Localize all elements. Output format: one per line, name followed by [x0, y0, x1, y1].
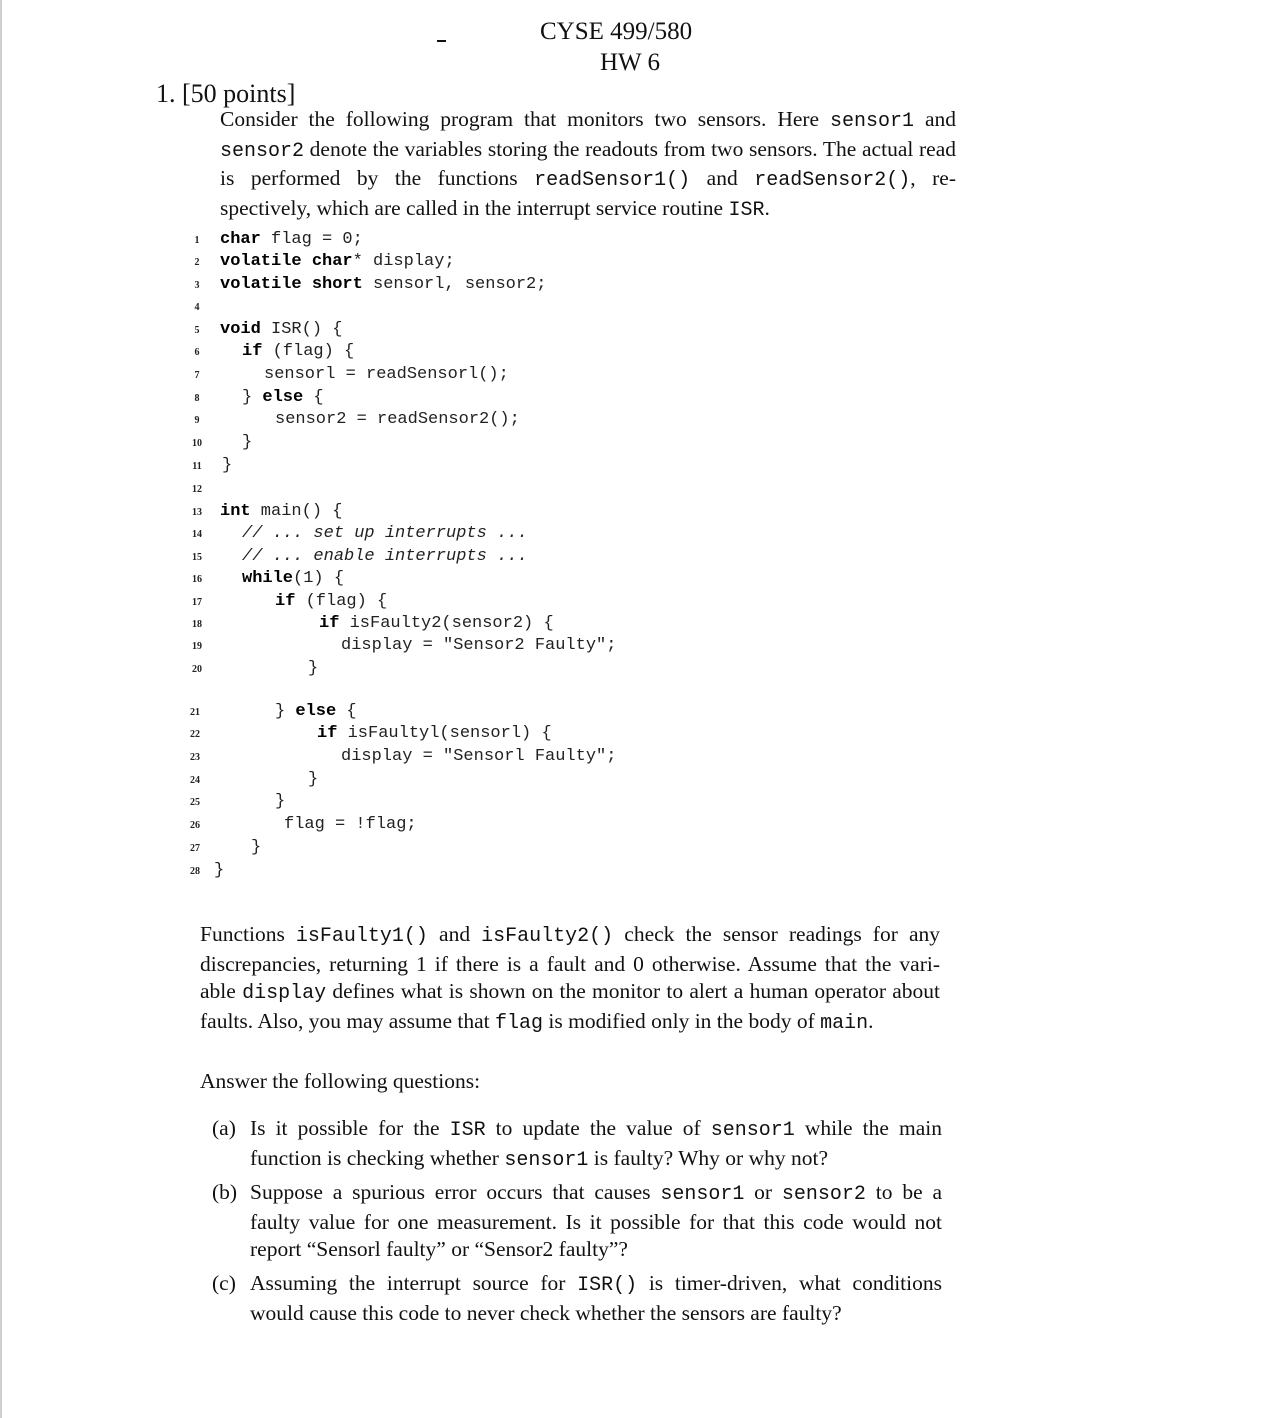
line-number: 5 [194, 325, 200, 336]
code-text: (1) { [293, 569, 345, 588]
code-line [275, 410, 520, 429]
code-term: ISR() [577, 1274, 638, 1297]
assignment-title: HW 6 [600, 49, 660, 76]
code-comment: // ... set up interrupts ... [242, 524, 528, 543]
subquestion-text [250, 1115, 942, 1174]
code-line [308, 770, 318, 789]
text-run: denote the variables storing the readouts from two sensors. The actual read is performed by the functions [220, 136, 956, 190]
line-number: 17 [192, 597, 202, 608]
code-text: sensor2 = readSensor2(); [275, 410, 520, 429]
question-description [200, 921, 940, 1037]
code-text: } [275, 792, 286, 811]
course-title: CYSE 499/580 [540, 18, 693, 45]
code-keyword: void [220, 320, 261, 339]
line-number: 12 [192, 484, 202, 495]
code-line [242, 388, 324, 407]
code-text: } [242, 433, 253, 452]
subquestion-text [250, 1179, 942, 1264]
code-term: isFaulty1() [295, 925, 428, 948]
code-text: sensorl = readSensorl(); [264, 365, 509, 384]
line-number: 21 [190, 707, 200, 718]
code-line [220, 230, 363, 249]
code-term: sensor1 [710, 1119, 795, 1142]
question-intro [220, 106, 956, 224]
line-number: 11 [192, 461, 202, 472]
line-number: 13 [192, 507, 202, 518]
code-text: * display; [352, 252, 455, 271]
code-line [220, 502, 342, 521]
code-text: sensorl, sensor2; [362, 275, 547, 294]
code-text: } [308, 659, 319, 678]
code-line [220, 252, 455, 271]
line-number: 10 [192, 438, 202, 449]
code-comment: // ... enable interrupts ... [242, 547, 528, 566]
code-text: } [308, 770, 319, 789]
code-term: readSensor1() [534, 169, 691, 192]
code-keyword: if [242, 342, 263, 361]
code-line [222, 456, 232, 475]
subquestion-label: (b) [212, 1180, 238, 1204]
code-line [275, 702, 357, 721]
text-run: check the sensor readings for any discrepancies, returning 1 if there is a fault and 0 otherwise. Assume that the vari- able [200, 922, 940, 1003]
text-run: . [764, 195, 770, 220]
code-line [214, 861, 224, 880]
text-run: Consider the following program that monitors two sensors. Here [220, 107, 831, 131]
code-line [341, 636, 616, 655]
line-number: 15 [192, 552, 202, 563]
code-text: main() { [250, 502, 343, 521]
code-line [275, 792, 285, 811]
line-number: 22 [190, 729, 200, 740]
code-text: flag = 0; [260, 230, 363, 249]
code-text: } [222, 456, 233, 475]
text-run: Assuming the interrupt source for [250, 1271, 578, 1295]
header-mark [437, 40, 446, 42]
text-run: or [744, 1180, 782, 1204]
line-number: 4 [194, 302, 200, 313]
code-line [242, 342, 354, 361]
code-term: sensor1 [830, 110, 915, 133]
text-run: while the main function is checking whether [250, 1116, 942, 1170]
text-run: is timer-driven, what conditions would cause this code to never check whether the sensors are faulty? [250, 1271, 942, 1325]
text-run: to be a faulty value for one measurement. Is it possible for that this code would not report “Sensorl faulty” or “Sensor2 faulty”? [250, 1180, 942, 1261]
code-keyword: if [319, 614, 340, 633]
line-number: 16 [192, 574, 202, 585]
line-number: 14 [192, 529, 202, 540]
code-keyword: if [275, 592, 296, 611]
code-text: { [303, 388, 324, 407]
code-text: } [251, 838, 262, 857]
code-text: { [336, 702, 357, 721]
text-run: Is it possible for the [250, 1116, 450, 1140]
subquestion-b [212, 1179, 942, 1264]
line-number: 20 [192, 664, 202, 675]
line-number: 28 [190, 866, 200, 877]
code-term: sensor1 [660, 1183, 745, 1206]
code-term: main [820, 1011, 869, 1035]
line-number: 3 [194, 280, 200, 291]
text-run: to update the value of [485, 1116, 711, 1140]
code-text: flag = !flag; [284, 815, 417, 834]
text-run: and [914, 107, 956, 131]
code-line [284, 815, 417, 834]
text-run: defines what is shown on the monitor to alert a human operator about faults. Also, you may assume that [200, 979, 941, 1033]
code-line [242, 433, 252, 452]
code-line [220, 320, 342, 339]
subquestion-label: (c) [212, 1271, 236, 1295]
line-number: 25 [190, 797, 200, 808]
code-term: ISR [728, 198, 765, 222]
code-line [317, 724, 552, 743]
code-text: display = "Sensorl Faulty"; [341, 747, 617, 766]
text-run: and [427, 922, 482, 946]
code-line [242, 547, 528, 566]
code-line [264, 365, 509, 384]
line-number: 1 [194, 235, 200, 246]
code-line [275, 592, 387, 611]
line-number: 2 [194, 257, 200, 268]
line-number: 6 [194, 347, 200, 358]
text-run: Suppose a spurious error occurs that causes [250, 1180, 661, 1204]
code-line [220, 275, 546, 294]
page-left-border [0, 0, 2, 1418]
code-text: isFaultyl(sensorl) { [337, 724, 552, 743]
text-run: is faulty? Why or why not? [588, 1145, 828, 1170]
code-line [341, 747, 616, 766]
code-text: ISR() { [260, 320, 343, 339]
line-number: 24 [190, 775, 200, 786]
text-run: and [690, 166, 755, 190]
code-term: sensor1 [504, 1148, 589, 1172]
code-text: } [214, 861, 225, 880]
code-term: sensor2 [220, 139, 305, 163]
line-number: 7 [194, 370, 200, 381]
code-term: readSensor2() [754, 169, 911, 192]
line-number: 26 [190, 820, 200, 831]
line-number: 18 [192, 619, 202, 630]
code-text: (flag) { [295, 592, 388, 611]
code-term: flag [495, 1011, 544, 1035]
line-number: 8 [194, 393, 200, 404]
code-text: isFaulty2(sensor2) { [339, 614, 554, 633]
text-run: , re- spectively, which are called in the interrupt service routine [220, 166, 956, 220]
code-keyword: volatile char [220, 252, 353, 271]
answer-prompt: Answer the following questions: [200, 1069, 481, 1093]
code-term: display [242, 982, 327, 1005]
code-keyword: while [242, 569, 294, 588]
code-text: display = "Sensor2 Faulty"; [341, 636, 617, 655]
question-heading: 1. [50 points] [156, 79, 296, 108]
code-line [319, 614, 554, 633]
code-keyword: if [317, 724, 338, 743]
text-run: is modified only in the body of [543, 1008, 821, 1033]
code-text: (flag) { [262, 342, 355, 361]
code-text: } [275, 702, 296, 721]
line-number: 19 [192, 641, 202, 652]
text-run: . [868, 1008, 874, 1033]
code-term: isFaulty2() [481, 925, 614, 948]
code-line [251, 838, 261, 857]
line-number: 23 [190, 752, 200, 763]
code-keyword: char [220, 230, 261, 249]
code-line [242, 569, 344, 588]
subquestion-text [250, 1270, 942, 1327]
code-keyword: volatile short [220, 275, 363, 294]
subquestion-label: (a) [212, 1116, 236, 1140]
code-keyword: int [220, 502, 251, 521]
subquestion-a [212, 1115, 942, 1174]
line-number: 27 [190, 843, 200, 854]
code-keyword: else [262, 388, 304, 407]
line-number: 9 [194, 415, 200, 426]
code-line [308, 659, 318, 678]
code-term: ISR [449, 1119, 486, 1142]
code-text: } [242, 388, 263, 407]
code-term: sensor2 [781, 1183, 866, 1206]
text-run: Functions [200, 922, 296, 946]
subquestion-c [212, 1270, 942, 1327]
code-line [242, 524, 528, 543]
code-keyword: else [295, 702, 337, 721]
